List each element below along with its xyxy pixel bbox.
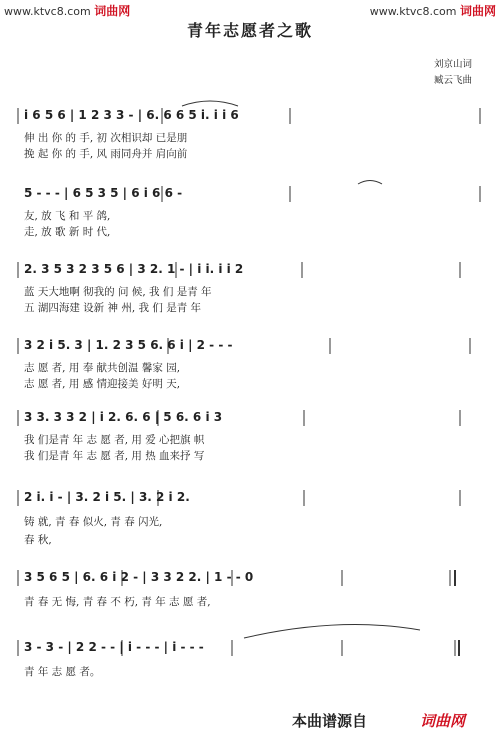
notation-row-8: 3 - 3 - | 2 2 - - | i - - - | i - - - — [24, 640, 204, 654]
notation-row-1: i 6 5 6 | 1 2 3 3 - | 6. 6 6 5 i. i i 6 — [24, 108, 239, 122]
lyric-row-5-verse-2: 我 们是青 年 志 愿 者, 用 热 血来抒 写 — [24, 450, 205, 462]
composer-credit: 臧云飞曲 — [433, 75, 472, 86]
lyric-row-5-verse-1: 我 们是青 年 志 愿 者, 用 爱 心把旗 帜 — [24, 434, 205, 446]
lyric-row-1-verse-2: 挽 起 你 的 手, 风 雨同舟并 肩向前 — [24, 148, 188, 160]
lyricist-credit: 刘京山词 — [433, 59, 472, 70]
watermark-right: www.ktvc8.com 词曲网 — [369, 4, 496, 18]
lyric-row-3-verse-2: 五 湖四海建 设新 神 州, 我 们 是青 年 — [24, 302, 202, 314]
lyric-row-4-verse-1: 志 愿 者, 用 奉 献共创温 馨家 园, — [24, 362, 181, 374]
lyric-row-3-verse-1: 蓝 天大地啊 彻我的 问 候, 我 们 是青 年 — [24, 286, 212, 298]
notation-row-2: 5 - - - | 6 5 3 5 | 6 i 6 6 - — [24, 186, 183, 200]
lyric-row-1-verse-1: 伸 出 你 的 手, 初 次相识却 已是朋 — [24, 132, 188, 144]
song-title: 青年志愿者之歌 — [186, 21, 313, 40]
notation-row-7: 3 5 6 5 | 6. 6 i 2 - | 3 3 2 2. | 1 - - 0 — [24, 570, 254, 584]
lyric-row-6-verse-2: 春 秋, — [24, 534, 52, 546]
lyric-row-8: 青 年 志 愿 者。 — [24, 666, 101, 678]
lyric-row-6-verse-1: 铸 就, 青 春 似火, 青 春 闪光, — [24, 516, 163, 528]
lyric-row-7: 青 春 无 悔, 青 春 不 朽, 青 年 志 愿 者, — [24, 596, 211, 608]
watermark-left: www.ktvc8.com 词曲网 — [4, 4, 131, 18]
lyric-row-4-verse-2: 志 愿 者, 用 感 情迎接美 好明 天, — [24, 378, 181, 390]
brand-logo: 词曲网 — [420, 712, 466, 730]
notation-row-4: 3 2 i 5. 3 | 1. 2 3 5 6. 6 i | 2 - - - — [24, 338, 233, 352]
lyric-row-2-verse-1: 友, 放 飞 和 平 鸽, — [24, 210, 111, 222]
notation-row-5: 3 3. 3 3 2 | i 2. 6. 6 | 5 6. 6 i 3 — [24, 410, 223, 424]
notation-row-6: 2 i. i - | 3. 2 i 5. | 3. 2 i 2. — [24, 490, 190, 504]
lyric-row-2-verse-2: 走, 放 歌 新 时 代, — [24, 226, 111, 238]
notation-row-3: 2. 3 5 3 2 3 5 6 | 3 2. 1 - | i i. i i 2 — [24, 262, 244, 276]
source-label: 本曲谱源自 — [292, 712, 368, 730]
